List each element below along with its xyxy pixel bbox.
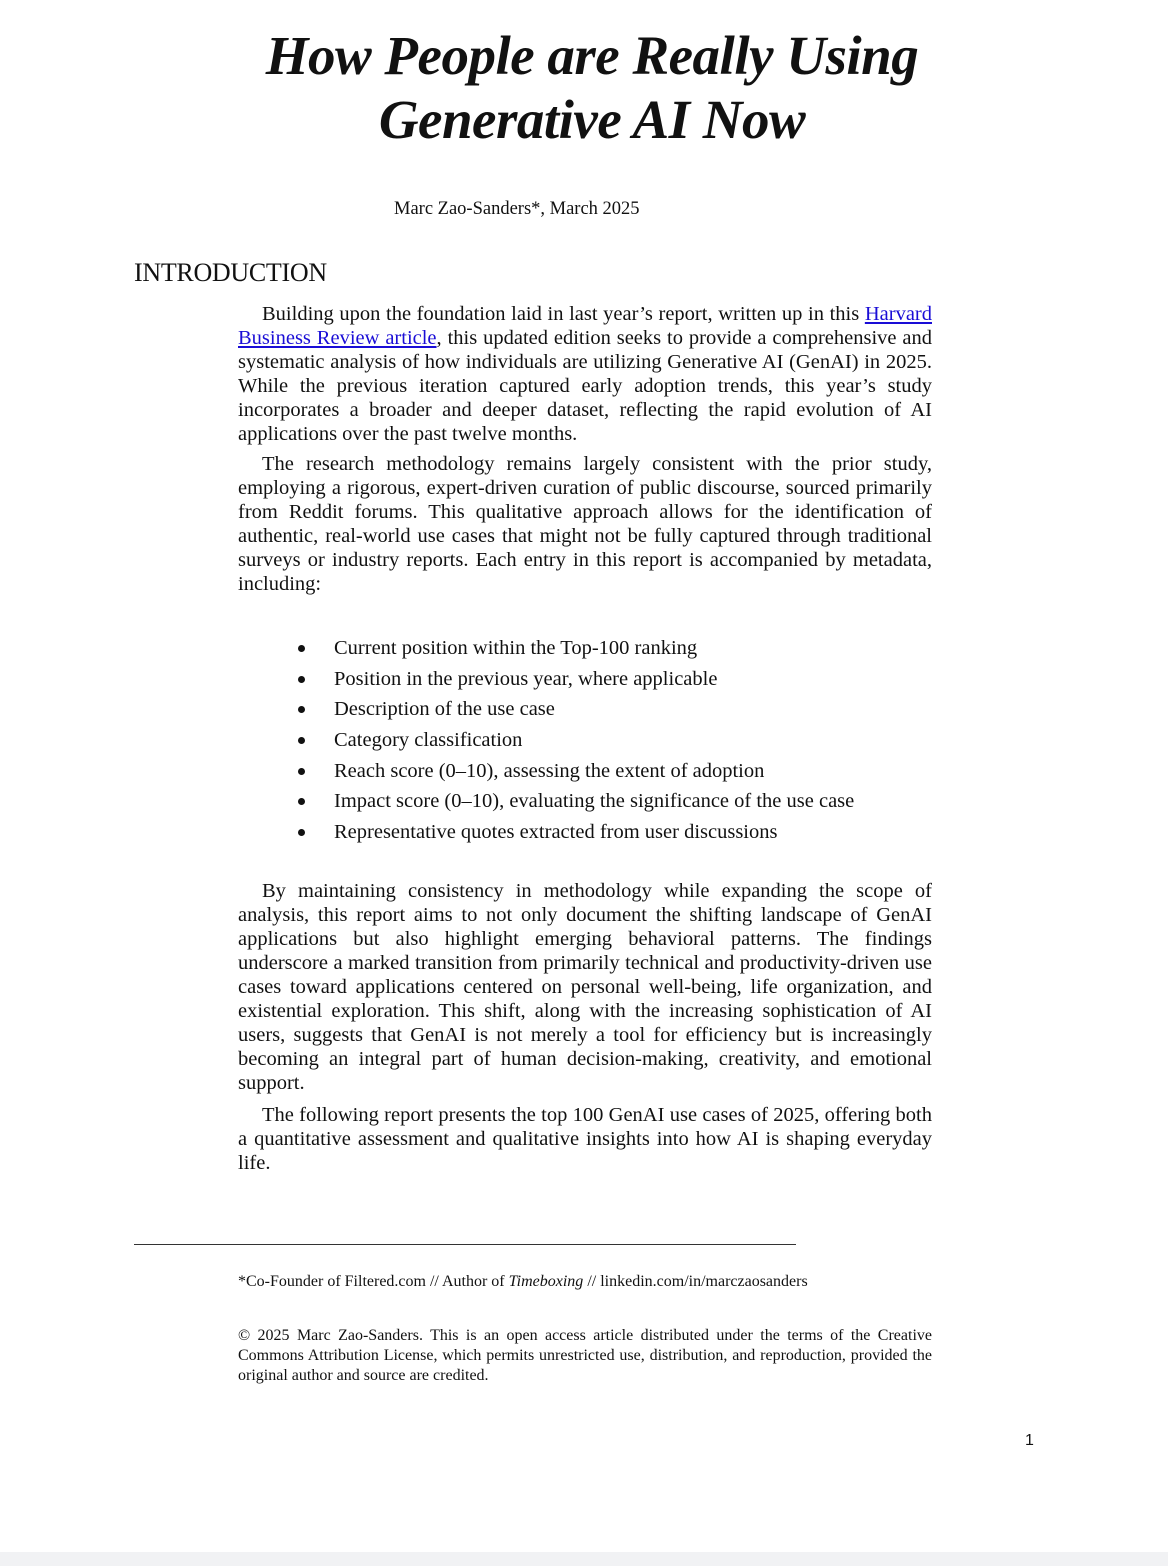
intro-paragraph-4 — [238, 1103, 932, 1175]
intro-paragraph-2 — [238, 452, 932, 596]
footnote-text-after: // linkedin.com/in/marczaosanders — [583, 1273, 808, 1290]
author-byline: Marc Zao-Sanders*, March 2025 — [394, 199, 640, 219]
bullet-text: Description of the use case — [334, 698, 555, 721]
footnote-text-before: *Co-Founder of Filtered.com // Author of — [238, 1273, 509, 1290]
bullet-text: Current position within the Top-100 ranking — [334, 637, 698, 659]
paragraph-text — [238, 302, 932, 446]
bullet-text: Position in the previous year, where applicable — [334, 667, 718, 690]
section-heading-introduction: INTRODUCTION — [134, 258, 327, 287]
viewer-bottom-strip — [0, 1552, 1168, 1566]
title-line-2: Generative AI Now — [378, 89, 806, 150]
bullet-text: Category classification — [334, 729, 523, 752]
bullet-icon — [298, 737, 305, 744]
bullet-icon — [298, 645, 305, 652]
title-line-1: How People are Really Using — [265, 25, 919, 86]
list-item — [296, 756, 854, 787]
footnote-book-title: Timeboxing — [508, 1273, 584, 1290]
bullet-text: Reach score (0–10), assessing the extent of adoption — [334, 759, 765, 782]
license-notice: © 2025 Marc Zao-Sanders. This is an open access article distributed under the terms of the Creative Commons Attribution License, which permits unrestricted use, distribution, and reproduction, provided the original author and source are credited. — [238, 1327, 932, 1384]
bullet-icon — [298, 706, 305, 713]
bullet-text: Impact score (0–10), evaluating the significance of the use case — [334, 790, 855, 813]
footnote-divider — [134, 1244, 796, 1245]
bullet-icon — [298, 768, 305, 775]
metadata-bullet-list — [296, 633, 854, 848]
list-item — [296, 786, 854, 817]
paragraph-1-text-before-link: Building upon the foundation laid in last year’s report, written up in this — [262, 303, 865, 325]
paragraph-4-text: The following report presents the top 100 GenAI use cases of 2025, offering both a quantitative assessment and qualitative insights into how AI is shaping everyday life. — [238, 1104, 932, 1174]
hbr-article-link[interactable]: Harvard Business Review article — [238, 303, 932, 349]
list-item — [296, 633, 854, 664]
page-number: 1 — [1025, 1432, 1034, 1449]
list-item — [296, 694, 854, 725]
bullet-icon — [298, 676, 305, 683]
list-item — [296, 725, 854, 756]
paragraph-3-text: By maintaining consistency in methodology while expanding the scope of analysis, this report aims to not only document the shifting landscape of GenAI applications but also highlight emerging behavioral patterns. The findings underscore a marked transition from primarily technical and productivity-driven use cases toward applications centered on personal well-being, life organization, and existential exploration. This shift, along with the increasing sophistication of AI users, suggests that GenAI is not merely a tool for efficiency but is increasingly becoming an integral part of human decision-making, creativity, and emotional support. — [238, 880, 932, 1094]
intro-paragraph-3 — [238, 879, 932, 1095]
bullet-text: Representative quotes extracted from user discussions — [334, 821, 778, 844]
author-footnote — [238, 1272, 808, 1292]
bullet-icon — [298, 798, 305, 805]
list-item — [296, 817, 854, 848]
document-title — [0, 24, 1168, 152]
intro-paragraph-1 — [238, 302, 932, 446]
bullet-icon — [298, 829, 305, 836]
paragraph-2-text: The research methodology remains largely consistent with the prior study, employing a rigorous, expert-driven curation of public discourse, sourced primarily from Reddit forums. This qualitative approach allows for the identification of authentic, real-world use cases that might not be fully captured through traditional surveys or industry reports. Each entry in this report is accompanied by metadata, including: — [238, 453, 932, 595]
list-item — [296, 664, 854, 695]
paragraph-1-text-after-link: , this updated edition seeks to provide a comprehensive and systematic analysis of how individuals are utilizing Generative AI (GenAI) in 2025. While the previous iteration captured early adoption trends, this year’s study incorporates a broader and deeper dataset, reflecting the rapid evolution of AI applications over the past twelve months. — [238, 327, 932, 445]
